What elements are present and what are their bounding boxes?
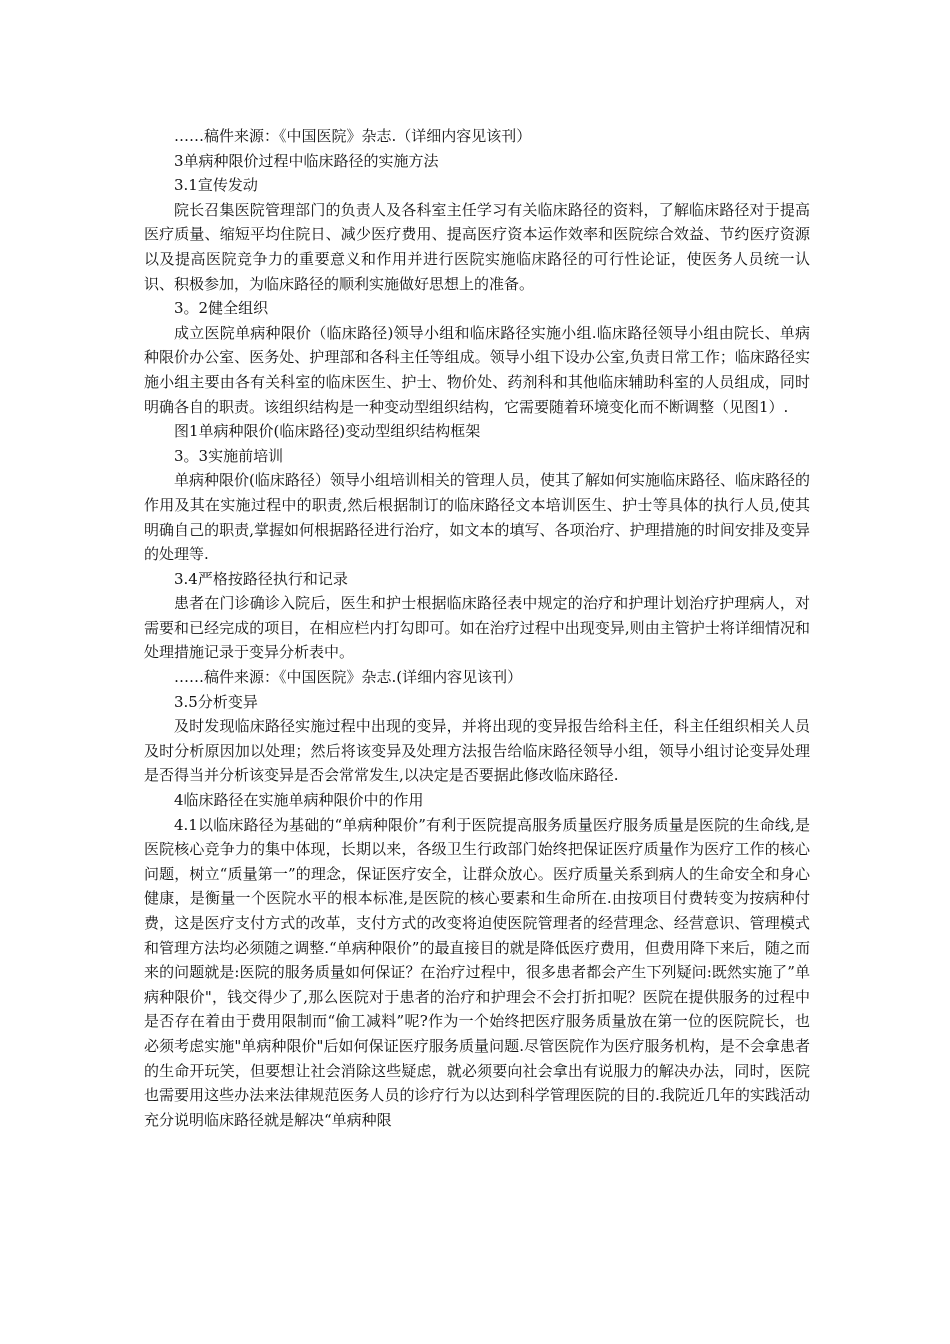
paragraph: 单病种限价(临床路径）领导小组培训相关的管理人员，使其了解如何实施临床路径、临床路径的作用及其在实施过程中的职责,然后根据制订的临床路径文本培训医生、护士等具体的执行人员,使其明确自己的职责,掌握如何根据路径进行治疗，如文本的填写、各项治疗、护理措施的时间安排及变异的处理等. [144, 471, 810, 564]
document-body [144, 124, 810, 1132]
section-heading: 3单病种限价过程中临床路径的实施方法 [174, 151, 439, 170]
paragraph: 成立医院单病种限价（临床路径)领导小组和临床路径实施小组.临床路径领导小组由院长、单病种限价办公室、医务处、护理部和各科主任等组成。领导小组下设办公室,负责日常工作；临床路径实施小组主要由各有关科室的临床医生、护士、物价处、药剂科和其他临床辅助科室的人员组成，同时明确各自的职责。该组织结构是一种变动型组织结构，它需要随着环境变化而不断调整（见图1）. [144, 323, 810, 416]
section-heading: 4临床路径在实施单病种限价中的作用 [174, 791, 424, 810]
paragraph: 院长召集医院管理部门的负责人及各科室主任学习有关临床路径的资料，了解临床路径对于提高医疗质量、缩短平均住院日、减少医疗费用、提高医疗资本运作效率和医院综合效益、节约医疗资源以及提高医院竞争力的重要意义和作用并进行医院实施临床路径的可行性论证，使医务人员统一认识、积极参加，为临床路径的顺利实施做好思想上的准备。 [144, 200, 810, 293]
paragraph: 患者在门诊确诊入院后，医生和护士根据临床路径表中规定的治疗和护理计划治疗护理病人，对需要和已经完成的项目，在相应栏内打勾即可。如在治疗过程中出现变异,则由主管护士将详细情况和处理措施记录于变异分析表中。 [144, 594, 810, 662]
subsection-heading: 3。3实施前培训 [174, 446, 284, 465]
subsection-heading: 3.4严格按路径执行和记录 [174, 569, 348, 588]
subsection-heading: 3.1宣传发动 [174, 176, 258, 195]
figure-caption: 图1单病种限价(临床路径)变动型组织结构框架 [174, 422, 481, 441]
subsection-heading: 3。2健全组织 [174, 299, 269, 318]
paragraph: 4.1以临床路径为基础的“单病种限价”有利于医院提高服务质量医疗服务质量是医院的生命线,是医院核心竞争力的集中体现，长期以来，各级卫生行政部门始终把保证医疗质量作为医疗工作的核心问题，树立“质量第一”的理念，保证医疗安全，让群众放心。医疗质量关系到病人的生命安全和身心健康，是衡量一个医院水平的根本标准,是医院的核心要素和生命所在.由按项目付费转变为按病种付费，这是医疗支付方式的改革，支付方式的改变将迫使医院管理者的经营理念、经营意识、管理模式和管理方法均必须随之调整.“单病种限价”的最直接目的就是降低医疗费用，但费用降下来后，随之而来的问题就是:医院的服务质量如何保证？在治疗过程中，很多患者都会产生下列疑问:既然实施了”单病种限价"，钱交得少了,那么医院对于患者的治疗和护理会不会打折扣呢？医院在提供服务的过程中是否存在着由于费用限制而“偷工减料”呢?作为一个始终把医疗服务质量放在第一位的医院院长，也必须考虑实施"单病种限价"后如何保证医疗服务质量问题.尽管医院作为医疗服务机构，是不会拿患者的生命开玩笑，但要想让社会消除这些疑虑，就必须要向社会拿出有说服力的解决办法，同时，医院也需要用这些办法来法律规范医务人员的诊疗行为以达到科学管理医院的目的.我院近几年的实践活动充分说明临床路径就是解决“单病种限 [144, 815, 810, 1129]
subsection-heading: 3.5分析变异 [174, 692, 258, 711]
source-note: ……稿件来源：《中国医院》杂志.（详细内容见该刊） [174, 127, 532, 145]
source-note: ……稿件来源：《中国医院》杂志.(详细内容见该刊） [174, 668, 523, 687]
paragraph: 及时发现临床路径实施过程中出现的变异，并将出现的变异报告给科主任，科主任组织相关人员及时分析原因加以处理；然后将该变异及处理方法报告给临床路径领导小组，领导小组讨论变异处理是否得当并分析该变异是否会常常发生,以决定是否要据此修改临床路径. [144, 717, 810, 785]
